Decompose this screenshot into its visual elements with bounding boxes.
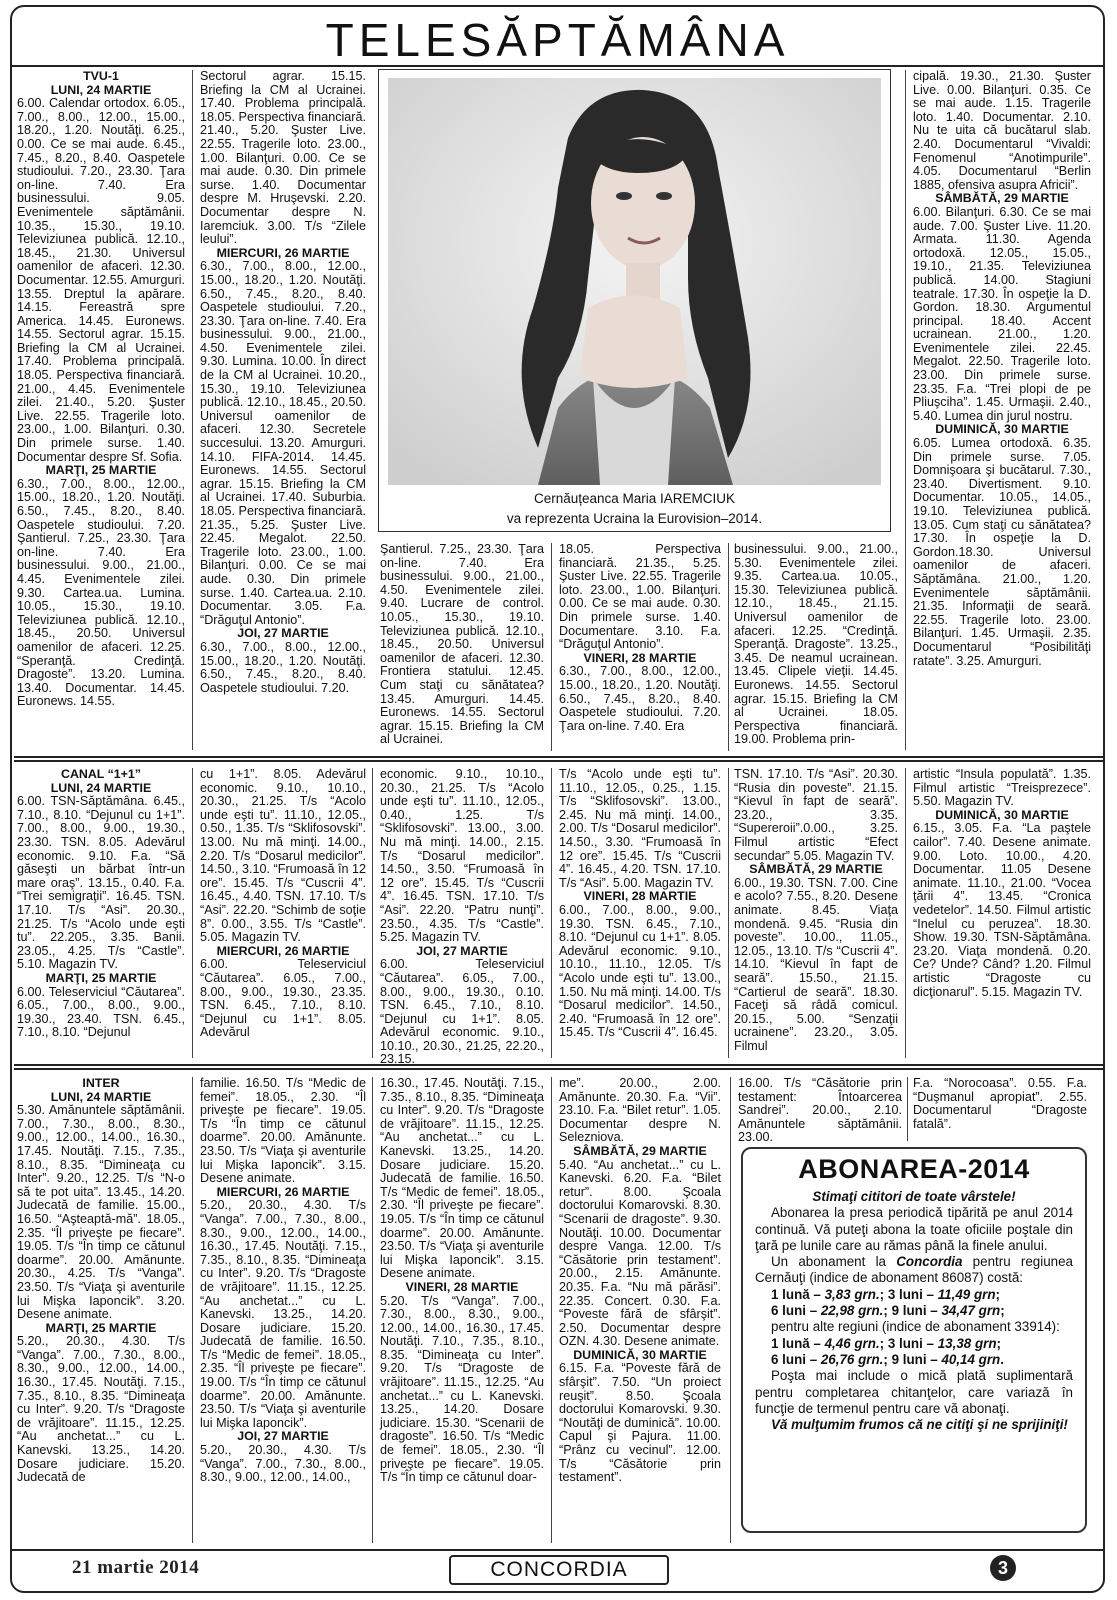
program-listing: cu 1+1”. 8.05. Adevărul economic. 9.10., 10.10., 20.30., 21.25. T/s “Acolo unde eşti tu”. 11.10., 12.05., 0.50., 1.35. T/s “Sklifosovski”. 13.00. Nu mă minţi. 14.00., 2.20. T/s “Dosarul medicilor”. 14.50., 3.10. “Frumoasă în 12 ore”. 15.45. T/s “Cuscrii 4”. 16.45., 4.40. TSN. 17.10. T/s “Asi”. 22.20. “Schimb de soţie 8”. 0.00., 3.55. T/s “Castle”. 5.05. Magazin TV. <box>200 767 366 945</box>
program-listing: 5.40. “Au anchetat...” cu L. Kanevski. 6.20. F.a. “Bilet retur”. 8.00. Şcoala doctorului Komarovski. 8.30. “Scenarii de dragoste”. 9.30. Noutăţi. 10.00. Documentar despre Vanga. 12.00. T/s “Căsătorie prin testament”. 20.00., 2.15. Amănunte. 20.35. F.a. “Nu mă părăsi”. 22.35. Concert. 0.30. F.a. “Poveste fără de sfârşit”. 2.50. Documentar despre OZN. 4.30. Desene animate. <box>559 1157 721 1349</box>
column-rule <box>192 1077 193 1543</box>
program-listing: 6.30., 7.00., 8.00., 12.00., 15.00., 18.20., 1.20. Noutăţi. 6.50., 7.45., 8.20., 8.40. Oaspetele studioului. 7.20. Ţara on-line. 7.40. Era <box>559 664 721 733</box>
caption-line-2: va reprezenta Ucraina la Eurovision–2014. <box>506 511 763 526</box>
inter-col-4 <box>559 1077 721 1543</box>
day-heading: LUNI, 24 MARTIE <box>50 780 152 795</box>
day-heading: DUMINICĂ, 30 MARTIE <box>935 422 1069 437</box>
tvu-col-1 <box>17 70 185 750</box>
section-divider <box>14 756 1103 762</box>
day-heading: TVU-1 <box>83 69 119 83</box>
subscription-price-line: 1 lună – 3,83 grn.; 3 luni – 11,49 grn; <box>771 1286 1000 1302</box>
column-rule <box>192 70 193 750</box>
day-heading: SÂMBĂTĂ, 29 MARTIE <box>935 191 1069 206</box>
day-heading: MIERCURI, 26 MARTIE <box>216 245 350 260</box>
photo-box <box>378 69 891 532</box>
program-listing: 5.20., 20.30., 4.30. T/s “Vanga”. 7.00., 7.30., 8.00., 8.30., 9.00., 12.00., 14.00., 16.30., 17.45. Noutăţi. 7.15., 7.35., 8.10., 8.35. “Dimineaţa cu Inter”. 9.20. T/s “Dragoste de vrăjitoare”. 11.15., 12.25. “Au anchetat...” cu L. Kanevski. 13.25., 14.20. Dosare judiciare. 15.20. Judecată de familie. 16.50. T/s “Medic de femei”. 18.05., 2.35. “Îl priveşte pe fiecare”. 19.00. T/s “În timp ce cătunul doarme”. 20.00. Amănunte. 23.50. T/s “Viaţa şi aventurile lui Mişka Iaponcik”. <box>200 1198 366 1430</box>
day-heading: MARŢI, 25 MARTIE <box>45 970 157 985</box>
photo-caption <box>379 489 890 529</box>
program-listing: me”. 20.00., 2.00. Amănunte. 20.30. F.a. “Vii”. 23.10. F.a. “Bilet retur”. 1.05. Documentar despre N. Seleznіova. <box>559 1076 721 1145</box>
program-listing: 6.00. Teleserviciul “Căutarea”. 6.05., 7.00., 8.00., 9.00., 19.30., 23.35. TSN. 6.45., 7.10., 8.10. “Dejunul cu 1+1”. 8.05. Adevărul <box>200 957 366 1040</box>
newspaper-brand: CONCORDIA <box>449 1555 669 1585</box>
portrait-photo <box>388 78 881 485</box>
program-listing: 6.05. Lumea ortodoxă. 6.35. Din primele surse. 7.05. Domnişoara şi bucătarul. 7.30., 23.40. Divertisment. 9.10. Documentar. 10.05., 14.05., 19.10. Televiziunea publică. 13.05. Cum staţi cu sănătatea? 17.30. În ospeţie la D. Gordon.18.30. Universul oamenilor de afaceri. Săptămâna. 21.00., 1.20. Evenimentele săptămânii. 21.35. Informaţii de seară. 22.55. Tragerile loto. 23.00. Bilanţuri. 1.45. Urmaşii. 2.35. Documentarul “Posibilităţi ratate”. 3.25. Amurguri. <box>913 436 1091 668</box>
tvu-col-2 <box>200 70 366 750</box>
day-heading: MARŢI, 25 MARTIE <box>45 1320 157 1335</box>
day-heading: CANAL “1+1” <box>61 767 141 781</box>
subscription-paragraph: Un abonament la Concordia pentru regiunea Cernăuţi (indice de abonament 86087) costă: <box>755 1254 1073 1286</box>
column-rule <box>372 768 373 1058</box>
day-heading: VINERI, 28 MARTIE <box>583 889 697 904</box>
inter-col-6 <box>913 1077 1087 1141</box>
subscription-paragraph: Poşta mai include o mică plată suplimentară pentru completarea chitanţelor, care variază în funcţie de termenul pentru care vă abonaţi. <box>755 1368 1073 1416</box>
program-listing: 6.00. TSN-Săptămâna. 6.45., 7.10., 8.10. “Dejunul cu 1+1”. 7.00., 8.00., 9.00., 19.30., 23.30. TSN. 8.05. Adevărul economic. 9.10. F.a. “Să găseşti un bărbat într-un mare oraş”. 13.15., 0.40. F.a. “Trei semigraţii”. 16.45. TSN. 17.10. T/s “Asi”. 20.30., 21.25. T/s “Acolo unde eşti tu”. 22.205., 3.35. Banii. 23.05., 4.25. T/s “Castle”. 5.10. Magazin TV. <box>17 794 185 972</box>
day-heading: VINERI, 28 MARTIE <box>405 1279 519 1294</box>
inter-col-1 <box>17 1077 185 1543</box>
column-rule <box>551 768 552 1058</box>
day-heading: MIERCURI, 26 MARTIE <box>216 943 350 958</box>
program-listing: 6.00. Teleserviciul “Căutarea”. 6.05., 7.00., 8.00., 9.00., 19.30., 0.10. TSN. 6.45., 7.10., 8.10. “Dejunul cu 1+1”. 8.05. Adevărul economic. 9.10., 10.10., 20.30., 21.25, 22.20., 23.15. <box>380 957 544 1067</box>
day-heading: LUNI, 24 MARTIE <box>50 1089 152 1104</box>
page-title: TELESĂPTĂMÂNA <box>325 14 790 66</box>
subscription-box <box>741 1147 1087 1533</box>
program-listing: 6.00., 7.00., 8.00., 9.00., 19.30. TSN. 6.45., 7.10., 8.10. “Dejunul cu 1+1”. 8.05. Adevărul economic. 9.10., 10.10., 11.10., 12.05. T/s “Acolo unde eşti tu”. 13.00., 1.50. Nu mă minţi. 14.00. T/s “Dosarul medicilor”. 14.50., 2.40. “Frumoasă în 12 ore”. 15.45. T/s “Cuscrii 4”. 16.45. <box>559 902 721 1040</box>
column-rule <box>551 543 552 751</box>
canal-col-6 <box>913 768 1091 1058</box>
day-heading: SÂMBĂTĂ, 29 MARTIE <box>573 1143 707 1158</box>
inter-col-2 <box>200 1077 366 1543</box>
subscription-body <box>755 1189 1073 1433</box>
canal-col-3 <box>380 767 544 1067</box>
program-listing: 6.30., 7.00., 8.00., 12.00., 15.00., 18.20., 1.20. Noutăţi. 6.50., 7.45., 8.20., 8.40. Oaspetele studioului. 7.20., 23.30. Ţara on-line. 7.40. Era businessului. 9.00., 21.00., 4.50. Evenimentele zilei. 9.30. Lumina. 10.00. În direct de la CM al Ucrainei. 10.20., 15.30., 19.10. Televiziunea publică. 12.10., 18.45., 20.50. Universul oamenilor de afaceri. 12.30. Secretele succesului. 13.20. Amurguri. 14.10. FIFA-2014. 14.45. Euronews. 14.55. Sectorul agrar. 15.15. Briefing la CM al Ucrainei. 17.40. Suburbia. 18.05. Perspectiva financiară. 21.35., 5.25. Şuster Live. 22.45. Megalot. 22.50. Tragerile loto. 23.00., 1.00. Bilanţuri. 0.00. Ce se mai aude. 0.30. Din primele surse. 1.40. Cartea.ua. 2.10. Documentar. 3.05. F.a. “Drăguţul Antonio”. <box>200 259 366 627</box>
tvu-col-5 <box>734 543 898 751</box>
section-divider <box>14 1064 1103 1070</box>
tvu-col-6 <box>913 70 1091 750</box>
program-listing: 18.05. Perspectiva financiară. 21.35., 5.25. Şuster Live. 22.55. Tragerile loto. 23.00., 1.00. Bilanţuri. 0.00. Ce se mai aude. 0.30. Din primele surse. 1.40. Documentare. 3.10. F.a. “Drăguţul Antonio”. <box>559 542 721 652</box>
canal-col-4 <box>559 768 721 1058</box>
column-rule <box>728 768 729 1058</box>
program-listing: 5.20. T/s “Vanga”. 7.00., 7.30., 8.00., 8.30., 9.00., 12.00., 14.00., 16.30., 17.45. Noutăţi. 7.10., 7.35., 8.10., 8.35. “Dimineaţa cu Inter”. 9.20. T/s “Dragoste de vrăjitoare”. 11.15., 12.25. “Au anchetat...” cu L. Kanevski. 13.25., 14.20. Dosare judiciare. 15.30. “Scenarii de dragoste”. 16.50. T/s “Medic de femei”. 18.05., 2.30. “Îl priveşte pe fiecare”. 19.05. T/s “În timp ce cătunul doar- <box>380 1293 544 1485</box>
canal-col-5 <box>734 768 898 1058</box>
portrait-image <box>388 78 881 485</box>
program-listing: 6.30., 7.00., 8.00., 12.00., 15.00., 18.20., 1.20. Noutăţi. 6.50., 7.45., 8.20., 8.40. Oaspetele studioului. 7.20. Şantierul. 7.25., 23.30. Ţara on-line. 7.40. Era businessului. 9.00., 21.00., 4.45. Evenimentele zilei. 9.30. Cartea.ua. Lumina. 10.05., 15.30., 19.10. Televiziunea publică. 12.10., 18.45., 20.50. Universul oamenilor de afaceri. 12.25. “Speranţă. Credinţă. Dragoste”. 13.20. Lumina. 13.40. Documentar. 14.45. Euronews. 14.55. <box>17 476 185 709</box>
column-rule <box>551 1077 552 1543</box>
day-heading: SÂMBĂTĂ, 29 MARTIE <box>749 862 883 877</box>
column-rule <box>905 768 906 1058</box>
caption-line-1: Cernăuțeanca Maria IAREMCIUK <box>533 491 736 506</box>
program-listing: 16.00. T/s “Căsătorie prin testament: Întoarcerea Sandrei”. 20.00., 2.10. Amănuntele săptămânii. 23.00. <box>738 1076 902 1145</box>
canal-col-2 <box>200 768 366 1058</box>
inter-col-5 <box>738 1076 902 1145</box>
program-listing: 6.00. Teleserviciul “Căutarea”. 6.05., 7.00., 8.00., 9.00., 19.30., 23.40. TSN. 6.45., 7.10., 8.10. “Dejunul <box>17 984 185 1040</box>
program-listing: 6.00., 19.30. TSN. 7.00. Cine e acolo? 7.55., 8.20. Desene animate. 8.45. Viaţa mondenă. 9.45. “Rusia din poveste”. 10.00., 11.05., 12.05., 13.10. T/s “Cuscrii 4”. 14.10. “Kievul în fapt de seară”. 15.50., 21.15. “Cartierul de seară”. 18.30. Faceţi să râdă comicul. 20.15., 5.00. “Senzaţii ucrainene”. 23.20., 3.05. Filmul <box>734 875 898 1053</box>
subscription-thanks: Vă mulţumim frumos că ne citiţi şi ne sprijiniţi! <box>771 1417 1068 1433</box>
program-listing: familie. 16.50. T/s “Medic de femei”. 18.05., 2.30. “Îl priveşte pe fiecare”. 19.05. T/s “În timp ce cătunul doarme”. 20.00. Amănunte. 23.50. T/s “Viaţa şi aventurile lui Mişka Iaponcik”. 3.15. Desene animate. <box>200 1076 366 1186</box>
column-rule <box>907 1077 908 1141</box>
subscription-price-line: 6 luni – 26,76 grn.; 9 luni – 40,14 grn. <box>771 1351 1004 1367</box>
program-listing: businessului. 9.00., 21.00., 5.30. Evenimentele zilei. 9.35. Cartea.ua. 10.05., 15.30. Televiziunea publică. 12.10., 18.45., 21.15. Universul oamenilor de afaceri. 12.25. “Credinţă. Speranţă. Dragoste”. 13.25., 3.45. De neamul ucrainean. 13.45. Clipele vieţii. 14.45. Euronews. 14.55. Sectorul agrar. 15.15. Briefing la CM al Ucrainei. 18.05. Perspectiva financiară. 19.00. Problema prin- <box>734 542 898 747</box>
masthead <box>12 7 1103 67</box>
day-heading: INTER <box>82 1076 120 1090</box>
subscription-paragraph: pentru alte regiuni (indice de abonament 33914): <box>771 1319 1060 1335</box>
issue-date: 21 martie 2014 <box>72 1557 200 1578</box>
program-listing: TSN. 17.10. T/s “Asi”. 20.30. “Rusia din poveste”. 21.15. “Kievul în fapt de seară”. 23.20., 3.35. “Supereroii”.0.00., 3.25. Filmul artistic “Efect secundar” 5.05. Magazin TV. <box>734 767 898 863</box>
page-number: 3 <box>990 1555 1016 1581</box>
program-listing: Sectorul agrar. 15.15. Briefing la CM al Ucrainei. 17.40. Problema principală. 18.05. Perspectiva financiară. 21.40., 5.20. Şuster Live. 22.55. Tragerile loto. 23.00., 1.00. Bilanţuri. 0.00. Ce se mai aude. 0.30. Din primele surse. 1.40. Documentar despre M. Hruşevski. 2.20. Documentar despre N. Iaremciuk. 3.00. T/s “Zilele leului”. <box>200 69 366 247</box>
tvu-col-4 <box>559 543 721 751</box>
program-listing: Şantierul. 7.25., 23.30. Ţara on-line. 7.40. Era businessului. 9.00., 21.00., 4.50. Evenimentele zilei. 9.40. Lucrare de control. 10.05., 15.30., 19.10. Televiziunea publică. 12.10., 18.45., 20.50. Universul oamenilor de afaceri. 12.30. Frontiera statului. 12.45. Cum staţi cu sănătatea? 13.45. Amurguri. 14.45. Euronews. 14.55. Sectorul agrar. 15.15. Briefing la CM al Ucrainei. <box>380 542 544 747</box>
day-heading: JOI, 27 MARTIE <box>237 626 329 641</box>
program-listing: artistic “Insula populată”. 1.35. Filmul artistic “Treisprezece”. 5.50. Magazin TV. <box>913 767 1091 809</box>
day-heading: MIERCURI, 26 MARTIE <box>216 1184 350 1199</box>
column-rule <box>372 1077 373 1543</box>
subscription-price-line: 6 luni – 22,98 grn.; 9 luni – 34,47 grn; <box>771 1303 1005 1319</box>
program-listing: 6.30., 7.00., 8.00., 12.00., 15.00., 18.20., 1.20. Noutăţi. 6.50., 7.45., 8.20., 8.40. Oaspetele studioului. 7.20. <box>200 639 366 695</box>
column-rule <box>728 543 729 751</box>
program-listing: 6.00. Bilanţuri. 6.30. Ce se mai aude. 7.00. Şuster Live. 11.20. Armata. 11.30. Agenda ortodoxă. 12.05., 15.05., 19.10., 21.35. Televiziunea publică. 14.00. Stagiuni teatrale. 17.30. În ospeţie la D. Gordon. 18.30. Argumentul principal. 18.40. Accent ucrainean. 21.00., 1.20. Evenimentele zilei. 22.45. Megalot. 22.50. Tragerile loto. 23.00. Din primele surse. 23.35. F.a. “Trei plopi de pe Pliuşciha”. 1.45. Urmaşii. 2.40., 5.40. Lumea din jurul nostru. <box>913 204 1091 423</box>
canal-col-1 <box>17 768 185 1058</box>
program-listing: 16.30., 17.45. Noutăţi. 7.15., 7.35., 8.10., 8.35. “Dimineaţa cu Inter”. 9.20. T/s “Dragoste de vrăjitoare”. 11.15., 12.25. “Au anchetat...” cu L. Kanevski. 13.25., 14.20. Dosare judiciare. 15.20. Judecată de familie. 16.50. T/s “Medic de femei”. 18.05., 2.30. “Îl priveşte pe fiecare”. 19.05. T/s “În timp ce cătunul doarme”. 20.00. Amănunte. 23.50. T/s “Viaţa şi aventurile lui Mişka Iaponcik”. 3.15. Desene animate. <box>380 1076 544 1281</box>
program-listing: 5.20., 20.30., 4.30. T/s “Vanga”. 7.00., 7.30., 8.00., 8.30., 9.00., 12.00., 14.00., 16.30., 17.45. Noutăţi. 7.15., 7.35., 8.10., 8.35. “Dimineaţa cu Inter”. 9.20. T/s “Dragoste de vrăjitoare”. 11.15., 12.25. “Au anchetat...” cu L. Kanevski. 13.25., 14.20. Dosare judiciare. 15.20. Judecată de <box>17 1334 185 1485</box>
day-heading: DUMINICĂ, 30 MARTIE <box>935 807 1069 822</box>
column-rule <box>192 768 193 1058</box>
day-heading: JOI, 27 MARTIE <box>416 943 508 958</box>
program-listing: 5.20., 20.30., 4.30. T/s “Vanga”. 7.00., 7.30., 8.00., 8.30., 9.00., 12.00., 14.00., <box>200 1443 366 1485</box>
program-listing: 6.15. F.a. “Poveste fără de sfârşit”. 7.50. “Un proiect reuşit”. 8.50. Şcoala doctorului Komarovski. 9.30. “Noutăţi de duminică”. 10.00. Capul şi Pajura. 11.00. “Prânz cu vecinul”. 12.00. T/s “Căsătorie prin testament”. <box>559 1361 721 1485</box>
subscription-paragraph: Abonarea la presa periodică tipărită pe anul 2014 continuă. Vă puteţi abona la toate oficiile poştale din ţară pe lunile care au rămas până la finele anului. <box>755 1205 1073 1253</box>
subscription-price-line: 1 lună – 4,46 grn.; 3 luni – 13,38 grn; <box>771 1335 1001 1351</box>
program-listing: cipală. 19.30., 21.30. Şuster Live. 0.00. Bilanţuri. 0.35. Ce se mai aude. 1.15. Tragerile loto. 1.40. Documentar. 2.10. Nu te uita că bucătarul slab. 2.40. Documentarul “Vivaldi: Fenomenul “Anotimpurile”. 4.05. Documentarul “Berlin 1885, ofensiva asupra Africii”. <box>913 69 1091 192</box>
day-heading: VINERI, 28 MARTIE <box>583 650 697 665</box>
subscription-greeting: Stimaţi cititori de toate vârstele! <box>812 1189 1016 1204</box>
program-listing: F.a. “Norocoasa”. 0.55. F.a. “Duşmanul apropiat”. 2.55. Documentarul “Dragoste fatală”. <box>913 1076 1087 1131</box>
page-footer <box>12 1549 1103 1591</box>
column-rule <box>730 1077 731 1543</box>
program-listing: economic. 9.10., 10.10., 20.30., 21.25. T/s “Acolo unde eşti tu”. 11.10., 12.05., 0.40., 1.25. T/s “Sklifosovski”. 13.00., 3.00. Nu mă minţi. 14.00., 2.15. T/s “Dosarul medicilor”. 14.50., 3.50. “Frumoasă în 12 ore”. 15.45. T/s “Cuscrii 4”. 16.45. TSN. 17.10. T/s “Asi”. 22.20. “Patru nunţi”. 23.50., 4.35. T/s “Castle”. 5.25. Magazin TV. <box>380 767 544 945</box>
program-listing: 5.30. Amănuntele săptămânii. 7.00., 7.30., 8.00., 8.30., 9.00., 12.00., 14.00., 16.30., 17.45. Noutăţi. 7.15., 7.35., 8.10., 8.35. “Dimineaţa cu Inter”. 9.20., 12.25. T/s “N-o să te pot uita”. 13.45., 14.20. Judecată de familie. 15.00., 16.50. “Aşteaptă-mă”. 18.05., 2.35. “Îl priveşte pe fiecare”. 19.05. T/s “În timp ce cătunul doarme”. 20.00. Amănunte. 20.30., 4.25. T/s “Vanga”. 23.50. T/s “Viaţa şi aventurile lui Mişka Iaponcik”. 3.20. Desene animate. <box>17 1103 185 1322</box>
day-heading: LUNI, 24 MARTIE <box>50 82 152 97</box>
day-heading: DUMINICĂ, 30 MARTIE <box>573 1347 707 1362</box>
day-heading: JOI, 27 MARTIE <box>237 1429 329 1444</box>
column-rule <box>905 70 906 750</box>
day-heading: MARŢI, 25 MARTIE <box>45 463 157 478</box>
inter-col-3 <box>380 1077 544 1543</box>
program-listing: 6.15., 3.05. F.a. “La paştele cailor”. 7.40. Desene animate. 9.00. Loto. 10.00., 4.20. Documentar. 11.05 Desene animate. 11.10., 21.00. “Vocea ţării 4”. 13.45. “Cronica vedetelor”. 14.50. Filmul artistic “Inelul cu peruzea”. 18.30. Show. 19.30. TSN-Săptămâna. 23.20. Viaţa mondenă. 0.20. Ce? Unde? Când? 1.20. Filmul artistic “Dragoste cu dicţionarul”. 5.15. Magazin TV. <box>913 821 1091 999</box>
subscription-title: ABONAREA-2014 <box>798 1154 1030 1184</box>
program-listing: T/s “Acolo unde eşti tu”. 11.10., 12.05., 0.25., 1.15. T/s “Sklifosovski”. 13.00., 2.45. Nu mă minţi. 14.00., 2.00. T/s “Dosarul medicilor”. 14.50., 3.30. “Frumoasă în 12 ore”. 15.45. T/s “Cuscrii 4”. 16.45., 4.20. TSN. 17.10. T/s “Asi”. 5.00. Magazin TV. <box>559 767 721 890</box>
program-listing: 6.00. Calendar ortodox. 6.05., 7.00., 8.00., 12.00., 15.00., 18.20., 1.20. Noutăţi. 6.25., 0.00. Ce se mai aude. 6.45., 7.45., 8.20., 8.40. Oaspetele studioului. 7.20., 23.30. Ţara on-line. 7.40. Era businessului. 9.05. Evenimentele săptămânii. 10.35., 15.30., 19.10. Televiziunea publică. 12.10., 18.45., 21.30. Universul oamenilor de afaceri. 12.30. Documentar. 12.55. Amurguri. 13.55. Dreptul la apărare. 14.15. Fereastră spre America. 14.45. Euronews. 14.55. Sectorul agrar. 15.15. Briefing la CM al Ucrainei. 17.40. Problema principală. 18.05. Perspectiva financiară. 21.00., 4.45. Evenimentele zilei. 21.40., 5.20. Şuster Live. 22.55. Tragerile loto. 23.00., 1.00. Bilanţuri. 0.30. Din primele surse. 1.40. Documentar despre Sf. Sofia. <box>17 96 185 464</box>
tvu-col-3 <box>380 543 544 751</box>
